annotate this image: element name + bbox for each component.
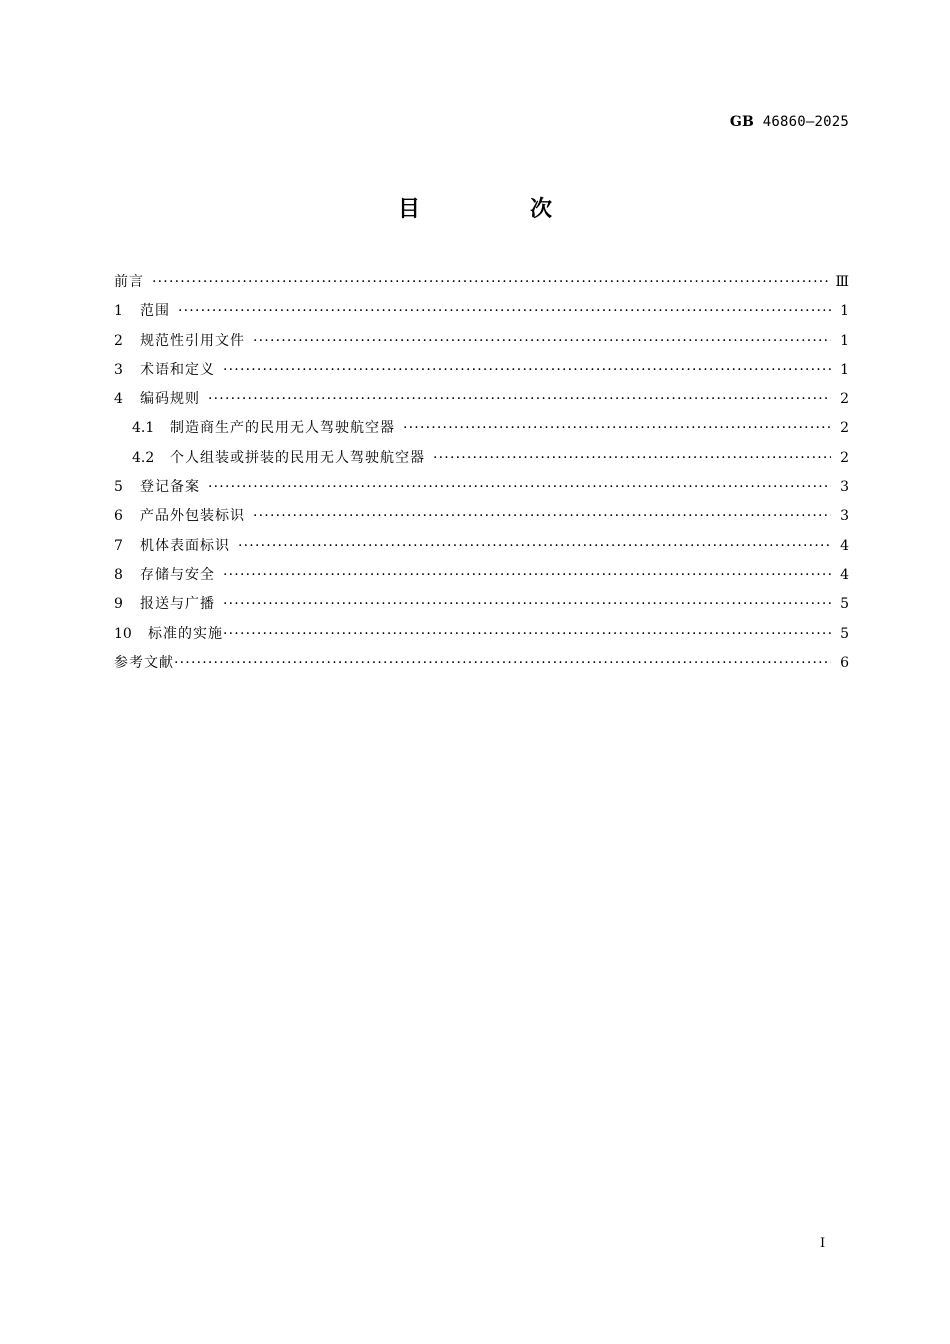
toc-entry[interactable] [114,623,849,652]
standard-prefix: GB [729,114,755,130]
toc-entry-page: Ⅲ [835,274,849,290]
standard-number: 46860—2025 [762,114,849,130]
toc-entry-label: 规范性引用文件 [140,332,245,349]
toc-entry[interactable] [114,330,849,359]
toc-entry-page: 6 [840,654,849,671]
toc-entry-label: 产品外包装标识 [140,508,245,525]
toc-entry-number: 9 [114,596,123,613]
toc-entry-page: 2 [840,391,849,408]
toc-entry-label: 个人组装或拼装的民用无人驾驶航空器 [170,449,425,466]
dot-leader [238,538,831,554]
dot-leader [152,274,829,290]
dot-leader [403,420,831,436]
toc-entry-number: 10 [114,625,132,642]
dot-leader [433,450,831,466]
dot-leader [223,596,831,612]
dot-leader [208,479,831,495]
toc-entry-page: 2 [840,449,849,466]
toc-entry-label: 范围 [140,303,170,320]
toc-entry-number: 2 [114,332,123,349]
toc-entry-page: 3 [840,479,849,496]
dot-leader [253,333,831,349]
toc-entry[interactable] [114,593,849,622]
page-number: I [820,1236,826,1251]
dot-leader [208,391,831,407]
toc-entry-page: 5 [840,596,849,613]
toc-entry[interactable] [114,535,849,564]
toc-entry[interactable] [114,417,849,446]
toc-entry-label: 标准的实施 [148,625,223,642]
toc-entry-page: 4 [840,537,849,554]
standard-code [730,114,849,130]
toc-entry-label: 制造商生产的民用无人驾驶航空器 [170,420,395,437]
toc-entry[interactable] [114,359,849,388]
toc-entry-number: 4 [114,391,123,408]
dot-leader [174,655,831,671]
dot-leader [223,362,831,378]
toc-entry[interactable] [114,564,849,593]
toc-entry[interactable] [114,652,849,681]
toc-entry[interactable] [114,447,849,476]
toc-entry-page: 1 [840,332,849,349]
toc-title: 目 次 [397,197,596,222]
toc-entry-number: 1 [114,303,123,320]
toc-entry[interactable] [114,476,849,505]
toc-entry-page: 1 [840,303,849,320]
toc-entry-number: 3 [114,361,123,378]
table-of-contents [114,271,849,681]
toc-entry[interactable] [114,271,849,300]
toc-entry-number: 6 [114,508,123,525]
toc-entry-label: 报送与广播 [140,596,215,613]
toc-entry-number: 5 [114,479,123,496]
toc-entry[interactable] [114,505,849,534]
toc-entry-page: 3 [840,508,849,525]
toc-entry-page: 5 [840,625,849,642]
toc-entry-number: 7 [114,537,123,554]
toc-entry-label: 术语和定义 [140,361,215,378]
toc-entry-number: 4.2 [132,449,155,466]
dot-leader [223,626,831,642]
dot-leader [253,508,831,524]
toc-entry-label: 参考文献 [114,654,174,671]
dot-leader [223,567,831,583]
dot-leader [178,303,831,319]
toc-entry-number: 8 [114,566,123,583]
toc-entry-page: 1 [840,361,849,378]
toc-entry-label: 机体表面标识 [140,537,230,554]
toc-entry-page: 4 [840,566,849,583]
toc-entry[interactable] [114,388,849,417]
toc-entry-label: 存储与安全 [140,566,215,583]
toc-entry-page: 2 [840,420,849,437]
toc-entry[interactable] [114,300,849,329]
toc-entry-label: 登记备案 [140,479,200,496]
toc-entry-number: 4.1 [132,420,155,437]
toc-entry-label: 前言 [114,274,144,290]
toc-entry-label: 编码规则 [140,391,200,408]
